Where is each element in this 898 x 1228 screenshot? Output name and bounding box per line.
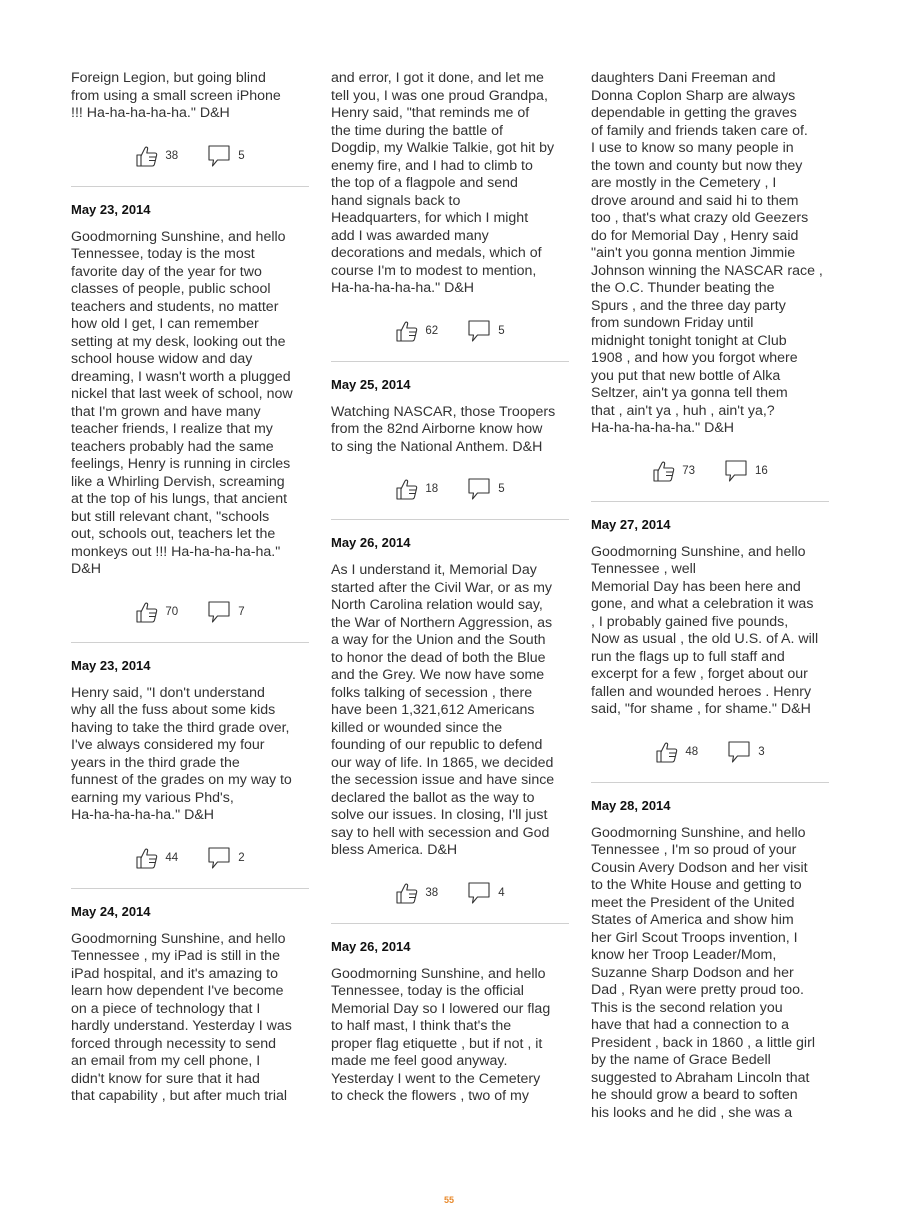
like-count: 73 <box>682 464 695 477</box>
comment-button[interactable] <box>726 739 764 765</box>
comment-count: 5 <box>498 483 505 495</box>
post-stats <box>331 311 569 351</box>
like-count: 44 <box>165 851 179 864</box>
post <box>331 70 569 362</box>
divider <box>591 782 829 783</box>
column-1 <box>71 70 309 1106</box>
post-text: Goodmorning Sunshine, and hello Tennessee , my iPad is still in the iPad hospital, and it's amazing to learn how dependent I've become on a piece of technology that I hardly understand. Yesterday I was forced through necessity to send an email from my cell phone, I didn't know for sure that it had that capability , but after much trial <box>71 930 292 1104</box>
thumbs-up-icon[interactable] <box>655 740 679 764</box>
column-3 <box>591 70 829 1122</box>
post-stats <box>71 838 309 878</box>
like-count: 62 <box>425 324 439 337</box>
post-text: Goodmorning Sunshine, and hello Tennessee , I'm so proud of your Cousin Avery Dodson and her visit to the White House and getting to meet the President of the United States of America and show him her Girl Scout Troops invention, I know her Troop Leader/Mom, Suzanne Sharp Dodson and her Dad , Ryan were pretty proud too. This is the second relation you have that had a connection to a President , back in 1860 , a little girl by the name of Grace Bedell suggested to Abraham Lincoln that he should grow a beard to soften his looks and he did , she was a <box>591 824 815 1121</box>
comment-count: 5 <box>238 149 245 162</box>
like-button[interactable] <box>395 881 438 905</box>
divider <box>331 361 569 362</box>
post-date: May 26, 2014 <box>331 535 411 550</box>
post-date: May 24, 2014 <box>71 903 151 919</box>
like-count: 70 <box>165 605 179 618</box>
comment-button[interactable] <box>206 143 244 169</box>
thumbs-up-icon[interactable] <box>395 477 419 501</box>
like-button[interactable] <box>395 477 438 501</box>
post <box>331 377 569 521</box>
post <box>591 517 829 783</box>
post <box>591 798 829 1123</box>
thumbs-up-icon[interactable] <box>395 319 419 343</box>
speech-bubble-icon[interactable] <box>726 739 752 765</box>
comment-button[interactable] <box>466 476 504 502</box>
speech-bubble-icon[interactable] <box>206 599 232 625</box>
comment-button[interactable] <box>466 318 504 344</box>
post-text: Goodmorning Sunshine, and hello Tennessee , well Memorial Day has been here and gone, and what a celebration it was , I probably gained five pounds, Now as usual , the old U.S. of A. will run the flags up to full staff and excerpt for a few , forget about our fallen and wounded heroes . Henry said, "for shame , for shame." D&H <box>591 543 819 717</box>
comment-count: 4 <box>498 886 505 899</box>
like-button[interactable] <box>135 846 178 870</box>
divider <box>331 519 569 520</box>
speech-bubble-icon[interactable] <box>206 845 232 871</box>
post-date: May 23, 2014 <box>71 201 151 217</box>
post-text: Watching NASCAR, those Troopers from the 82nd Airborne know how to sing the National Anthem. D&H <box>331 403 556 455</box>
post-text: Goodmorning Sunshine, and hello Tennessee, today is the official Memorial Day so I lowered our flag to half mast, I think that's the proper flag etiquette , but if not , it made me feel good anyway. Yesterday I went to the Cemetery to check the flowers , two of my <box>331 965 551 1104</box>
comment-button[interactable] <box>466 880 504 906</box>
post-date: May 23, 2014 <box>71 657 151 673</box>
post <box>331 939 569 1106</box>
post-date: May 26, 2014 <box>331 938 411 954</box>
speech-bubble-icon[interactable] <box>723 458 749 484</box>
speech-bubble-icon[interactable] <box>466 318 492 344</box>
divider <box>71 888 309 889</box>
like-count: 38 <box>165 149 179 162</box>
column-2 <box>331 70 569 1106</box>
like-button[interactable] <box>135 144 178 168</box>
post-stats <box>331 469 569 509</box>
post <box>71 658 309 889</box>
like-count: 18 <box>425 483 439 495</box>
post-date: May 25, 2014 <box>331 376 411 392</box>
post-text: Foreign Legion, but going blind from using a small screen iPhone !!! Ha-ha-ha-ha-ha." D&H <box>71 70 281 121</box>
page-number: 55 <box>443 1195 454 1205</box>
post <box>591 70 829 502</box>
like-count: 38 <box>425 886 439 899</box>
divider <box>331 923 569 924</box>
speech-bubble-icon[interactable] <box>466 880 492 906</box>
comment-button[interactable] <box>206 599 244 625</box>
thumbs-up-icon[interactable] <box>652 459 676 483</box>
post-text: Henry said, "I don't understand why all the fuss about some kids having to take the third grade over, I've always considered my four years in the third grade the funnest of the grades on my way to earning my various Phd's, Ha-ha-ha-ha-ha." D&H <box>71 684 292 823</box>
post-text: and error, I got it done, and let me tell you, I was one proud Grandpa, Henry said, "that reminds me of the time during the battle of Dogdip, my Walkie Talkie, got hit by enemy fire, and I had to climb to the top of a flagpole and send hand signals back to Headquarters, for which I might add I was awarded many decorations and medals, which of course I'm to modest to mention, Ha-ha-ha-ha-ha." D&H <box>331 70 555 296</box>
thumbs-up-icon[interactable] <box>135 144 159 168</box>
post-stats <box>591 451 829 491</box>
comment-count: 5 <box>498 324 505 337</box>
post <box>71 70 309 187</box>
post-stats <box>71 592 309 632</box>
post <box>71 904 309 1106</box>
like-button[interactable] <box>135 600 178 624</box>
like-count: 48 <box>685 745 699 758</box>
divider <box>591 501 829 502</box>
thumbs-up-icon[interactable] <box>395 881 419 905</box>
thumbs-up-icon[interactable] <box>135 600 159 624</box>
comment-count: 16 <box>755 464 768 477</box>
post-stats <box>591 732 829 772</box>
post-text: daughters Dani Freeman and Donna Coplon Sharp are always dependable in getting the graves of family and friends taken care of. I use to know so many people in the town and county but now they are mostly in the Cemetery , I drove around and said hi to them too , that's what crazy old Geezers do for Memorial Day , Henry said "ain't you gonna mention Jimmie Johnson winning the NASCAR race , the O.C. Thunder beating the Spurs , and the three day party from sundown Friday until midnight tonight tonight at Club 1908 , and how you forgot where you put that new bottle of Alka Seltzer, ain't ya gonna tell them that , ain't ya , huh , ain't ya,? Ha-ha-ha-ha-ha." D&H <box>591 70 823 436</box>
post-text: As I understand it, Memorial Day started after the Civil War, or as my North Carolina relation would say, the War of Northern Aggression, as a way for the Union and the South to honor the dead of both the Blue and the Grey. We now have some folks talking of secession , there have been 1,321,612 Americans killed or wounded since the founding of our republic to defend our way of life. In 1865, we decided the secession issue and have since declared the ballot as the way to solve our issues. In closing, I'll just say to hell with secession and God bless America. D&H <box>331 562 555 858</box>
comment-count: 3 <box>758 745 765 758</box>
comment-button[interactable] <box>206 845 244 871</box>
post <box>71 202 309 643</box>
like-button[interactable] <box>652 459 695 483</box>
like-button[interactable] <box>395 319 438 343</box>
comment-count: 2 <box>238 851 245 864</box>
post-stats <box>71 136 309 176</box>
comment-count: 7 <box>238 605 245 618</box>
post-date: May 27, 2014 <box>591 516 671 532</box>
speech-bubble-icon[interactable] <box>206 143 232 169</box>
thumbs-up-icon[interactable] <box>135 846 159 870</box>
divider <box>71 642 309 643</box>
like-button[interactable] <box>655 740 698 764</box>
post-text: Goodmorning Sunshine, and hello Tennessee, today is the most favorite day of the year for two classes of people, public school teachers and students, no matter how old I get, I can remember setting at my desk, looking out the school house widow and day dreaming, I wasn't worth a plugged nickel that last week of school, now that I'm grown and have many teacher friends, I realize that my teachers probably had the same feelings, Henry is running in circles like a Whirling Dervish, screaming at the top of his lungs, that ancient but still relevant chant, "schools out, schools out, teachers let the monkeys out !!! Ha-ha-ha-ha-ha." D&H <box>71 228 293 577</box>
comment-button[interactable] <box>723 458 768 484</box>
post-date: May 28, 2014 <box>591 797 671 813</box>
speech-bubble-icon[interactable] <box>466 476 492 502</box>
post-stats <box>331 873 569 913</box>
divider <box>71 186 309 187</box>
post <box>331 535 569 924</box>
